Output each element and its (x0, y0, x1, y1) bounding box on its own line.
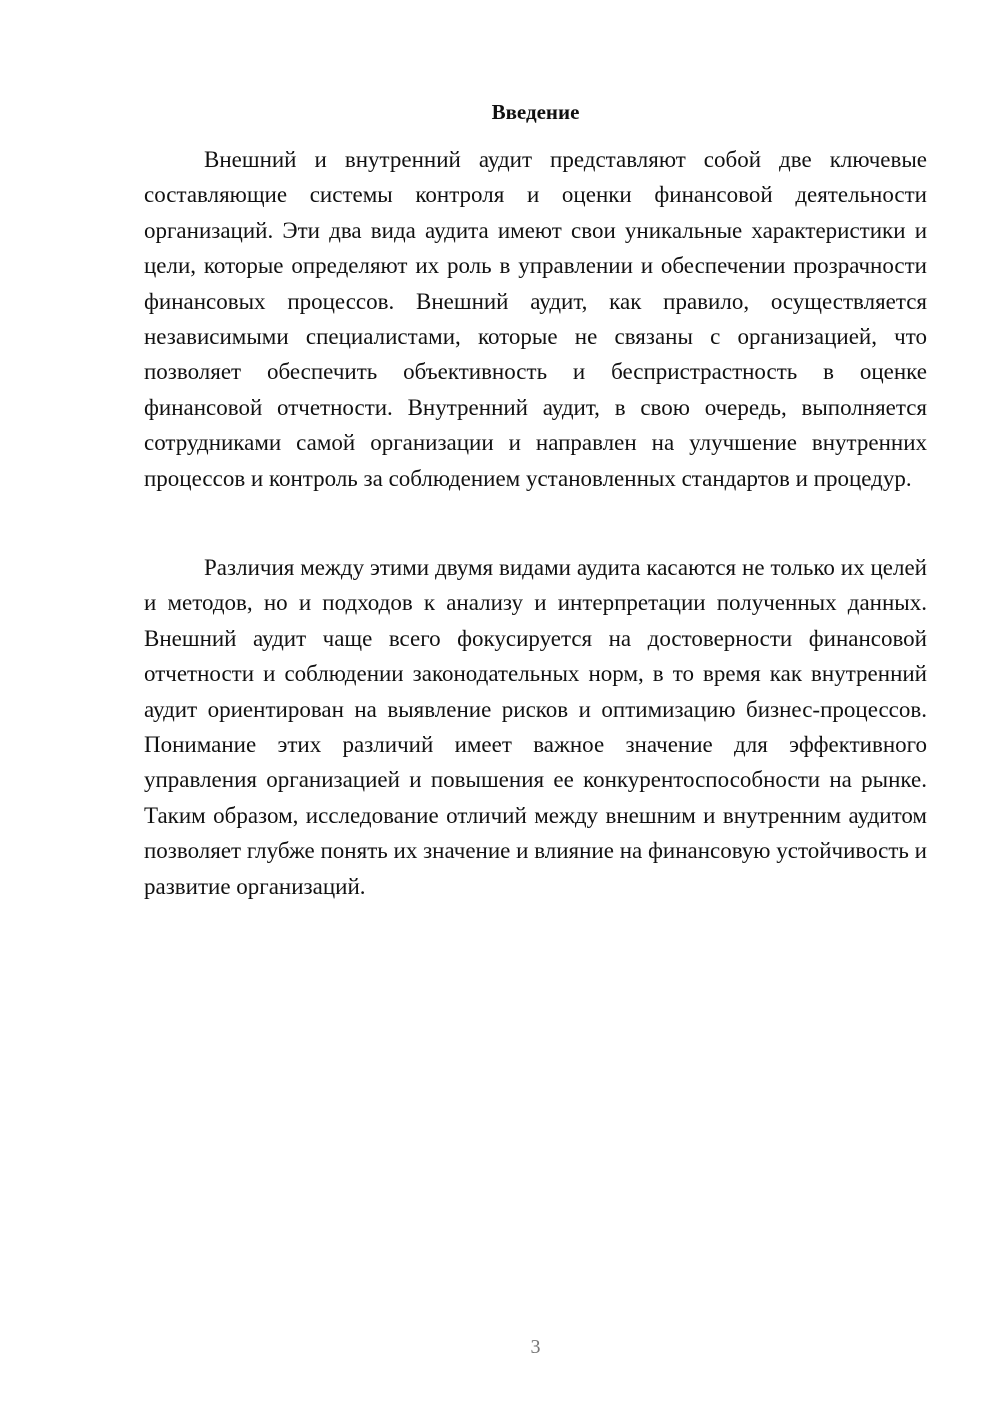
intro-paragraph-2: Различия между этими двумя видами аудита касаются не только их целей и методов, но и подходов к анализу и интерпретации полученных данных. Внешний аудит чаще всего фокусируется на достоверности финансовой отчетности и соблюдении законодательных норм, в то время как внутренний аудит ориентирован на выявление рисков и оптимизацию бизнес-процессов. Понимание этих различий имеет важное значение для эффективного управления организацией и повышения ее конкурентоспособности на рынке. Таким образом, исследование отличий между внешним и внутренним аудитом позволяет глубже понять их значение и влияние на финансовую устойчивость и развитие организаций. (144, 555, 927, 899)
page-heading: Введение (491, 100, 580, 124)
intro-paragraph-1: Внешний и внутренний аудит представляют собой две ключевые составляющие системы контроля и оценки финансовой деятельности организаций. Эти два вида аудита имеют свои уникальные характеристики и цели, которые определяют их роль в управлении и обеспечении прозрачности финансовых процессов. Внешний аудит, как правило, осуществляется независимыми специалистами, которые не связаны с организацией, что позволяет обеспечить объективность и беспристрастность в оценке финансовой отчетности. Внутренний аудит, в свою очередь, выполняется сотрудниками самой организации и направлен на улучшение внутренних процессов и контроль за соблюдением установленных стандартов и процедур. (144, 147, 927, 491)
page-number: 3 (530, 1336, 541, 1358)
